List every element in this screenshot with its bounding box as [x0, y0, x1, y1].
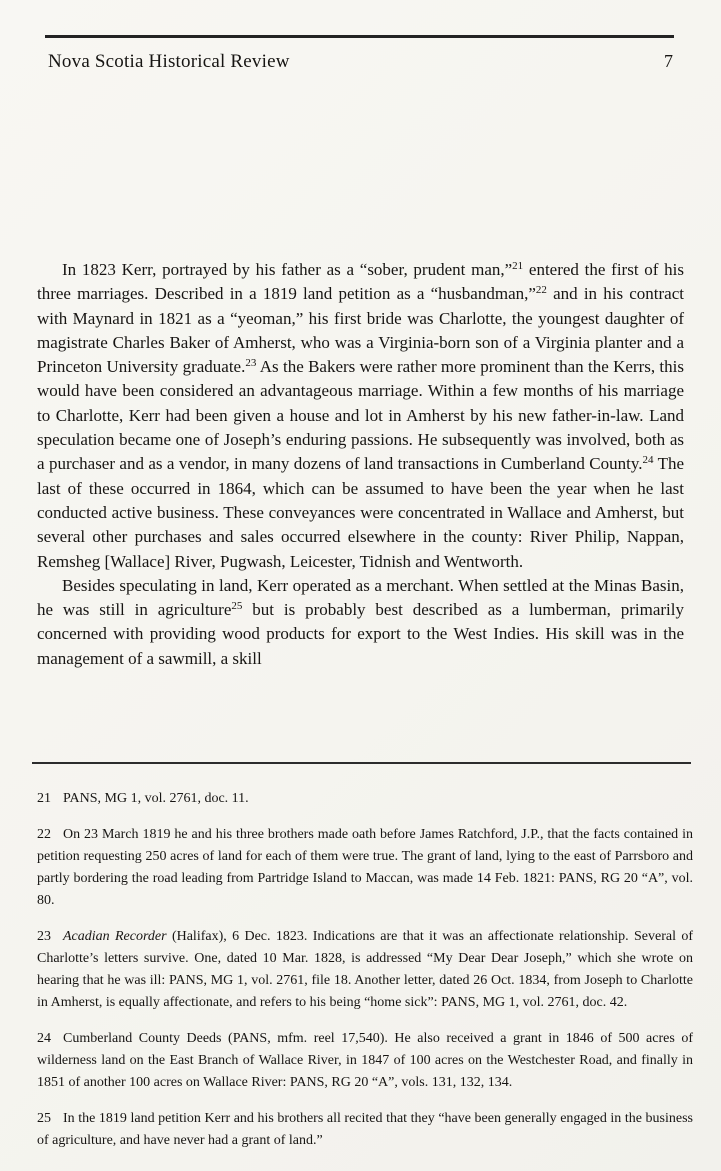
footnote-reference: 25: [231, 600, 243, 613]
footnote-reference: 21: [512, 260, 524, 272]
footnote: 22 On 23 March 1819 he and his three brothers made oath before James Ratchford, J.P., that the facts contained in petition requesting 250 acres of land for each of them were true. The grant of land, lying to the east of Parrsboro and partly bordering the road leading from Partridge Island to Maccan, was made 14 Feb. 1821: PANS, RG 20 “A”, vol. 80.: [37, 827, 693, 908]
body-paragraph: In 1823 Kerr, portrayed by his father as a “sober, prudent man,”$^{21}$ entered the first of his three marriages. Described in a 1819 land petition as a “husbandman,”$^{22}$ and in his contract with Maynard in 1821 as a “yeoman,” his first bride was Charlotte, the youngest daughter of magistrate Charles Baker of Amherst, who was a Virginia-born son of a Virginia planter and a Princeton University graduate.$^{23}$ As the Bakers were rather more prominent than the Kerrs, this would have been considered an advantageous marriage. Within a few months of his marriage to Charlotte, Kerr had been given a house and lot in Amherst by his new father-in-law. Land speculation became one of Joseph’s enduring passions. He subsequently was involved, both as a purchaser and as a vendor, in many dozens of land transactions in Cumberland County.$^{24}$ The last of these occurred in 1864, which can be assumed to have been the year when he last conducted active business. These conveyances were concentrated in Wallace and Amherst, but several other purchases and sales occurred elsewhere in the county: River Philip, Nappan, Remsheg [Wallace] River, Pugwash, Leicester, Tidnish and Wentworth.: [37, 260, 685, 571]
footnote-reference: 23: [245, 357, 257, 370]
page-header: [48, 51, 673, 73]
footnote-separator-rule: [32, 762, 691, 764]
footnote: 24 Cumberland County Deeds (PANS, mfm. reel 17,540). He also received a grant in 1846 of 500 acres of wilderness land on the East Branch of Wallace River, in 1847 of 100 acres on the Westchester Road, and finally in 1851 of another 100 acres on Wallace River: PANS, RG 20 “A”, vols. 131, 132, 134.: [37, 1031, 693, 1090]
page-number: 7: [664, 51, 673, 71]
header-rule: [45, 35, 674, 38]
footnote-number: 24: [37, 1031, 51, 1046]
footnote-number: 21: [37, 791, 51, 806]
article-body: [37, 258, 684, 671]
footnote: 23 Acadian Recorder (Halifax), 6 Dec. 1823. Indications are that it was an affectionate relationship. Several of Charlotte’s letters survive. One, dated 10 Mar. 1828, is addressed “My Dear Dear Joseph,” which she wrote on hearing that he was ill: PANS, MG 1, vol. 2761, file 18. Another letter, dated 26 Oct. 1834, from Joseph to Charlotte in Amherst, is equally affectionate, and refers to his being “home sick”: PANS, MG 1, vol. 2761, doc. 42.: [37, 929, 693, 1010]
journal-title: Nova Scotia Historical Review: [48, 51, 290, 72]
footnote-number: 23: [37, 929, 51, 944]
footnotes-section: [37, 788, 693, 1166]
footnote: 25 In the 1819 land petition Kerr and his brothers all recited that they “have been generally engaged in the business of agriculture, and have never had a grant of land.”: [37, 1111, 693, 1148]
footnote: 21 PANS, MG 1, vol. 2761, doc. 11.: [37, 791, 249, 806]
footnote-reference: 24: [642, 454, 654, 467]
footnote-number: 25: [37, 1111, 51, 1126]
body-paragraph: Besides speculating in land, Kerr operated as a merchant. When settled at the Minas Basin, he was still in agriculture$^{25}$ but is probably best described as a lumberman, primarily concerned with providing wood products for export to the West Indies. His skill was in the management of a sawmill, a skill: [37, 575, 685, 668]
italic-text: Acadian Recorder: [63, 929, 167, 944]
footnote-reference: 22: [535, 284, 547, 297]
footnote-number: 22: [37, 827, 51, 842]
